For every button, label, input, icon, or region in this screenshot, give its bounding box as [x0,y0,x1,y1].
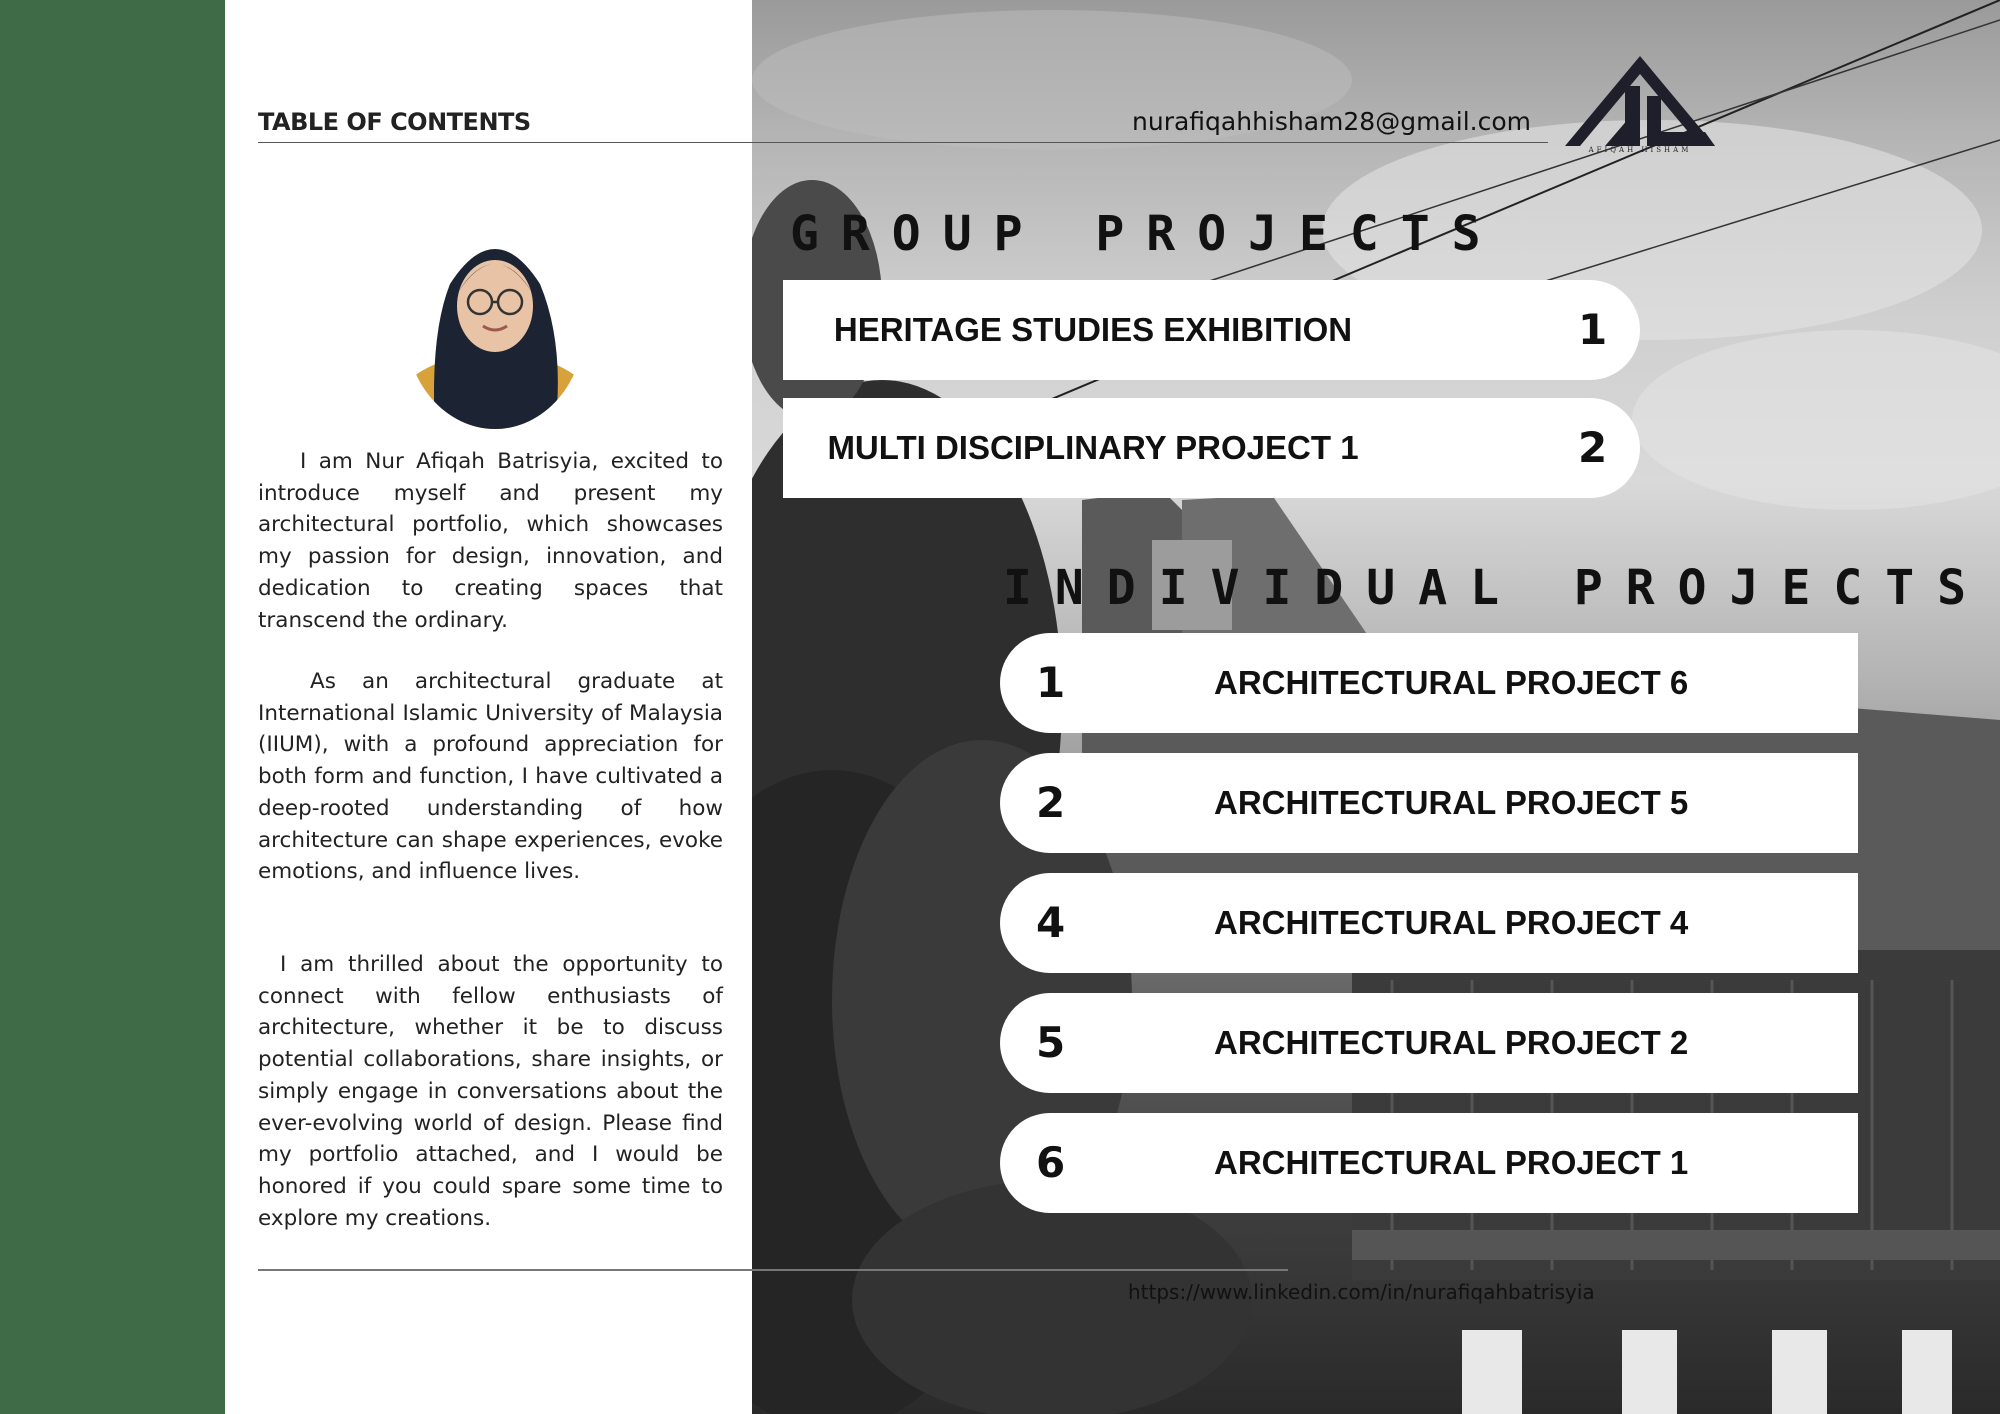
profile-photo [405,214,585,429]
individual-project-title: ARCHITECTURAL PROJECT 2 [1214,1024,1689,1061]
individual-project-item[interactable] [1000,1113,1858,1213]
individual-projects-heading: INDIVIDUAL PROJECTS [1003,560,1990,616]
group-project-title: MULTI DISCIPLINARY PROJECT 1 [827,429,1359,466]
logo-icon [1565,56,1715,156]
toc-title: TABLE OF CONTENTS [258,108,531,136]
logo-wordmark: AFIQAH HISHAM [1588,146,1692,154]
individual-project-title: ARCHITECTURAL PROJECT 6 [1214,664,1689,701]
individual-project-title: ARCHITECTURAL PROJECT 4 [1214,904,1689,941]
individual-project-number: 1 [1036,658,1066,707]
individual-project-item[interactable] [1000,753,1858,853]
bio-paragraph-contact: I am thrilled about the opportunity to connect with fellow enthusiasts of architecture, whether it be to discuss potential collaborations, share insights, or simply engage in conversations about the ever-evolving world of design. Please find my portfolio attached, and I would be honored if you could spare some time to explore my creations. [258,952,723,1231]
group-project-number: 1 [1578,305,1608,354]
individual-project-number: 4 [1036,898,1066,947]
individual-project-item[interactable] [1000,993,1858,1093]
bio-paragraph-intro: I am Nur Afiqah Batrisyia, excited to introduce myself and present my architectural portfolio, which showcases my passion for design, innovation, and dedication to creating spaces that transcend the ordinary. [258,449,723,633]
group-project-item[interactable] [783,398,1640,498]
group-project-title: HERITAGE STUDIES EXHIBITION [833,311,1353,348]
green-sidebar-bar [0,0,225,1414]
individual-project-number: 5 [1036,1018,1066,1067]
individual-project-number: 2 [1036,778,1066,827]
group-project-item[interactable] [783,280,1640,380]
group-projects-heading: GROUP PROJECTS [790,206,1503,262]
individual-project-item[interactable] [1000,633,1858,733]
footer-divider [258,1269,1288,1271]
individual-project-item[interactable] [1000,873,1858,973]
bio-paragraph-education: As an architectural graduate at International Islamic University of Malaysia (IIUM), with a profound appreciation for both form and function, I have cultivated a deep-rooted understanding of how architecture can shape experiences, evoke emotions, and influence lives. [258,669,723,885]
group-project-number: 2 [1578,423,1608,472]
email-address[interactable]: nurafiqahhisham28@gmail.com [1132,107,1531,136]
individual-project-number: 6 [1036,1138,1066,1187]
linkedin-url[interactable]: https://www.linkedin.com/in/nurafiqahbatrisyia [1128,1280,1595,1304]
individual-project-title: ARCHITECTURAL PROJECT 1 [1214,1144,1689,1181]
header-divider [258,142,1548,143]
individual-project-title: ARCHITECTURAL PROJECT 5 [1214,784,1689,821]
